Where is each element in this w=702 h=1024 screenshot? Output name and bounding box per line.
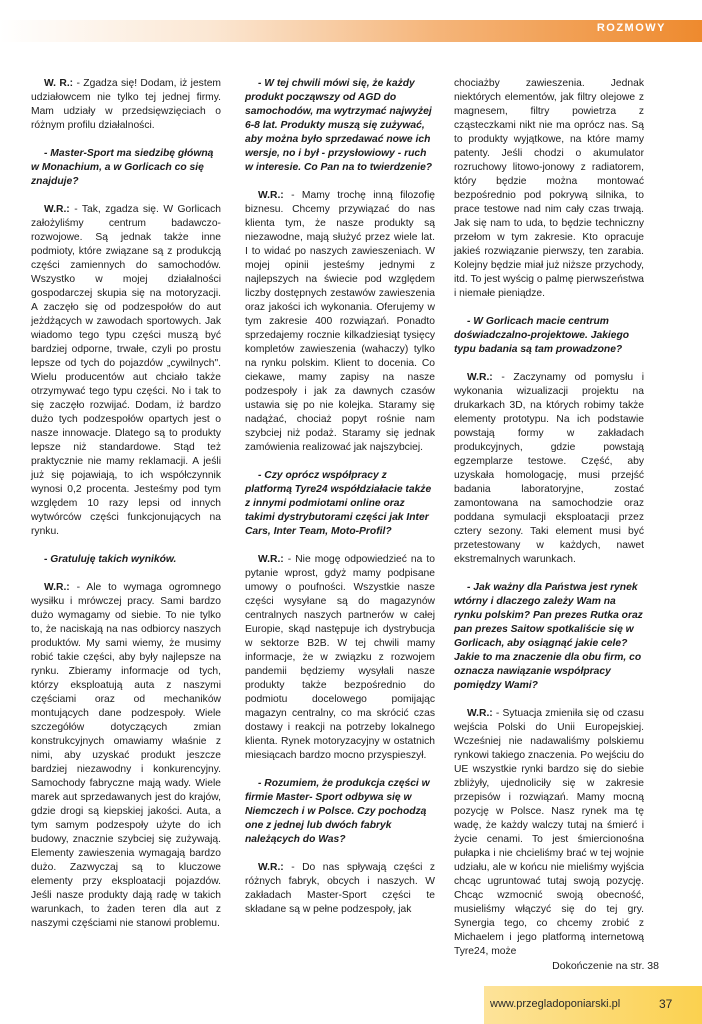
answer-text: - Sytuacja zmieniła się od czasu wejścia Polski do Unii Europejskiej. Wcześniej nie nadawaliśmy polskiemu rynkowi takiego znaczenia. Po wejściu do UE wszystkie rynki bardzo się do siebie zbliżyły, ujednoliciły się w zakresie przepisów i rozwiązań. Mamy mocną pozycję w Polsce. Nasz rynek ma tę wadę, że każdy walczy tutaj na śmierć i życie cenami. To jest śmiercionośna pułapka i nie chcieliśmy brać w tej wojnie udziału, ale w końcu nie mieliśmy wyjścia chcąc ugruntować tutaj swoją pozycję. Chcąc wzmocnić swoją obecność, musieliśmy włączyć się do tej gry. Synergia tego, co chcemy zrobić z Michaelem i jego platformą internetową Tyre24, może xyxy=(454,708,644,957)
answer-text: - Nie mogę odpowiedzieć na to pytanie wprost, gdyż mamy podpisane umowy o poufności. Wszystkie nasze części wysyłane są do magazynów centralnych naszych partnerów w całej Europie, skąd następuje ich dystrybucja w sektorze B2B. W tej chwili mamy informacje, że w związku z rozwojem pandemii będziemy wysyłali nasze produkty także bezpośrednio do podmiotu docelowego pomijając magazyn centralny, co ma skrócić czas dostawy i reakcji na potrzeby lokalnego klienta. Rynek motoryzacyjny w ostatnich miesiącach bardzo mocno przyspieszył. xyxy=(245,554,435,761)
speaker-initials: W.R.: xyxy=(258,862,284,873)
interview-answer xyxy=(31,77,221,133)
interview-question: - W tej chwili mówi się, że każdy produkt począwszy od AGD do samochodów, ma wytrzymać najwyżej 6-8 lat. Produkty muszą się zużywać, aby można było sprzedawać nowe ich wersje, no i był - przysłowiowy - ruch w interesie. Co Pan na to twierdzenie? xyxy=(245,78,433,173)
interview-answer xyxy=(454,371,644,567)
interview-question: - W Gorlicach macie centrum doświadczalno-projektowe. Jakiego typu badania są tam prowadzone? xyxy=(454,316,630,355)
interview-answer xyxy=(245,861,435,917)
answer-text: - Mamy trochę inną filozofię biznesu. Chcemy przywiązać do nas klienta tym, że nasze produkty są niezawodne, mają służyć przez wiele lat. I to widać po naszych zawieszeniach. W mojej opinii jesteśmy jednymi z najlepszych na świecie pod względem liczby dostępnych zestawów zawieszenia oraz jakości ich wykonania. Oferujemy w tym zakresie 400 rozwiązań. Ponadto sprzedajemy rocznie kilkadziesiąt tysięcy kompletów zawieszenia (wahaczy) tylko na rynku polskim. Klient to docenia. Co ciekawe, mamy zapisy na nasze podzespoły i jak za dawnych czasów ustawia się po nie kolejka. Staramy się nadążać, chociaż popyt rośnie nam szybciej niż podaż. Staramy się jednak zamówienia realizować jak najszybciej. xyxy=(245,190,435,453)
interview-question: - Rozumiem, że produkcja części w firmie Master- Sport odbywa się w Niemczech i w Polsce. Czy pochodzą one z jednej lub dwóch fabryk należących do Was? xyxy=(245,778,430,845)
speaker-initials: W.R.: xyxy=(467,708,493,719)
answer-text: - Ale to wymaga ogromnego wysiłku i mrówczej pracy. Sami bardzo dużo wymagamy od siebie. To nie tylko to, że naciskają na nas odbiorcy naszych produktów. My sami wiemy, że musimy robić takie części, aby były najlepsze na rynku. Zbieramy informacje od tych, którzy eksploatują auta z naszymi częściami oraz od mechaników montujących dane podzespoły. Wiele szczegółów dotyczących zmian konstrukcyjnych omawiamy właśnie z nimi, aby uzyskać produkt jeszcze bardziej niezawodny i konkurencyjny. Samochody fabryczne mają wady. Wiele marek aut sprzedawanych jest do krajów, gdzie drogi są kiepskiej jakości. Auta, a tym samym podzespoły użyte do ich budowy, znacznie szybciej się zużywają. Elementy zawieszenia wymagają bardzo dużo. Zazwyczaj są to kluczowe elementy przy eksploatacji pojazdów. Jeśli nasze produkty dają radę w takich warunkach, to żaden teren dla aut z naszymi częściami nie stanowi problemu. xyxy=(31,582,221,929)
continuation-note: Dokończenie na str. 38 xyxy=(552,960,659,972)
answer-text: - Tak, zgadza się. W Gorlicach założyliśmy centrum badawczo-rozwojowe. Są jednak także inne podmioty, które związane są z produkcją części zamiennych do samochodów. Wszystko w mojej działalności gospodarczej skupia się na motoryzacji. A zaczęło się od podzespołów do aut jeżdżących w zawodach sportowych. Jak wiadomo tego typu części muszą być bardziej odporne, trwałe, czyli po prostu lepsze od tych do pojazdów „cywilnych". Wielu producentów aut chciało także otrzymywać tego typu części. No i tak to się zaczęło rozwijać. Dodam, iż bardzo dużo tych podzespołów opartych jest o nasze innowacje. Dlatego są to produkty lepsze niż standardowe. Stąd też praktycznie nie mamy reklamacji. A jeśli już się pojawiają, to ich współczynnik wynosi 0,2 procenta. Jesteśmy pod tym względem 10 razy lepsi od innych wytwórców części funkcjonujących na rynku. xyxy=(31,204,221,537)
interview-answer xyxy=(245,553,435,763)
interview-question: - Master-Sport ma siedzibę główną w Monachium, a w Gorlicach co się znajduje? xyxy=(31,148,214,187)
answer-text: - Do nas spływają części z różnych fabryk, obcych i naszych. W zakładach Master-Sport części te składane są w pełne podzespoły, jak xyxy=(245,862,435,915)
page-number: 37 xyxy=(659,997,673,1011)
interview-answer xyxy=(454,77,644,301)
interview-question: - Jak ważny dla Państwa jest rynek wtórny i dlaczego zależy Wam na rynku polskim? Pan prezes Rutka oraz pan prezes Saitow spotkaliście się w Gorlicach, aby osiągnąć jakie cele? Jakie to ma znaczenie dla obu firm, co oznacza nawiązanie współpracy pomiędzy Wami? xyxy=(454,582,643,691)
article-column-3 xyxy=(454,77,644,973)
interview-question: - Gratuluję takich wyników. xyxy=(44,554,177,565)
speaker-initials: W. R.: xyxy=(44,78,74,89)
answer-text: chociażby zawieszenia. Jednak niektórych elementów, jak filtry olejowe z magnesem, filtry powietrza z cząsteczkami nikt nie ma oprócz nas. Są to produkty wyjątkowe, na które mamy patenty. Jeśli chodzi o akumulator rozruchowy litowo-jonowy z radiatorem, który będzie można montować bezpośrednio pod pokrywą silnika, to prace testowe nad nim cały czas trwają. Jak się nam to uda, to będzie techniczny przełom w tym zakresie. Kto opracuje jakieś rozwiązanie pierwszy, ten zarabia. Kolejny będzie miał już niższe przychody, itd. To jest wyścig o palmę pierwszeństwa i niemałe pieniądze. xyxy=(454,78,644,299)
interview-answer xyxy=(31,203,221,539)
section-label: ROZMOWY xyxy=(596,22,666,34)
speaker-initials: W.R.: xyxy=(258,190,284,201)
speaker-initials: W.R.: xyxy=(44,582,70,593)
interview-answer xyxy=(454,707,644,959)
speaker-initials: W.R.: xyxy=(44,204,70,215)
speaker-initials: W.R.: xyxy=(467,372,493,383)
footer-url[interactable]: www.przegladoponiarski.pl xyxy=(490,998,621,1010)
interview-answer xyxy=(31,581,221,931)
article-column-2 xyxy=(245,77,435,931)
interview-question: - Czy oprócz współpracy z platformą Tyre24 współdziałacie także z innymi podmiotami online oraz takimi dystrybutorami części jak Inter Cars, Inter Team, Moto-Profil? xyxy=(245,470,432,537)
article-column-1 xyxy=(31,77,221,945)
answer-text: - Zgadza się! Dodam, iż jestem udziałowcem nie tylko tej jednej firmy. Mam udziały w przedsięwzięciach o różnym profilu działalności. xyxy=(31,78,221,131)
speaker-initials: W.R.: xyxy=(258,554,284,565)
interview-answer xyxy=(245,189,435,455)
answer-text: - Zaczynamy od pomysłu i wykonania wizualizacji projektu na drukarkach 3D, na których robimy także elementy prototypu. Na ich podstawie powstają formy w zakładach produkcyjnych, gdzie powstają egzemplarze testowe. Część, aby uzyskała homologację, musi przejść badania laboratoryjne, zostać zamontowana na samochodzie oraz poddana symulacji eksploatacji przez cztery sezony. Taki element musi być przetestowany w każdych, nawet ekstremalnych warunkach. xyxy=(454,372,644,565)
